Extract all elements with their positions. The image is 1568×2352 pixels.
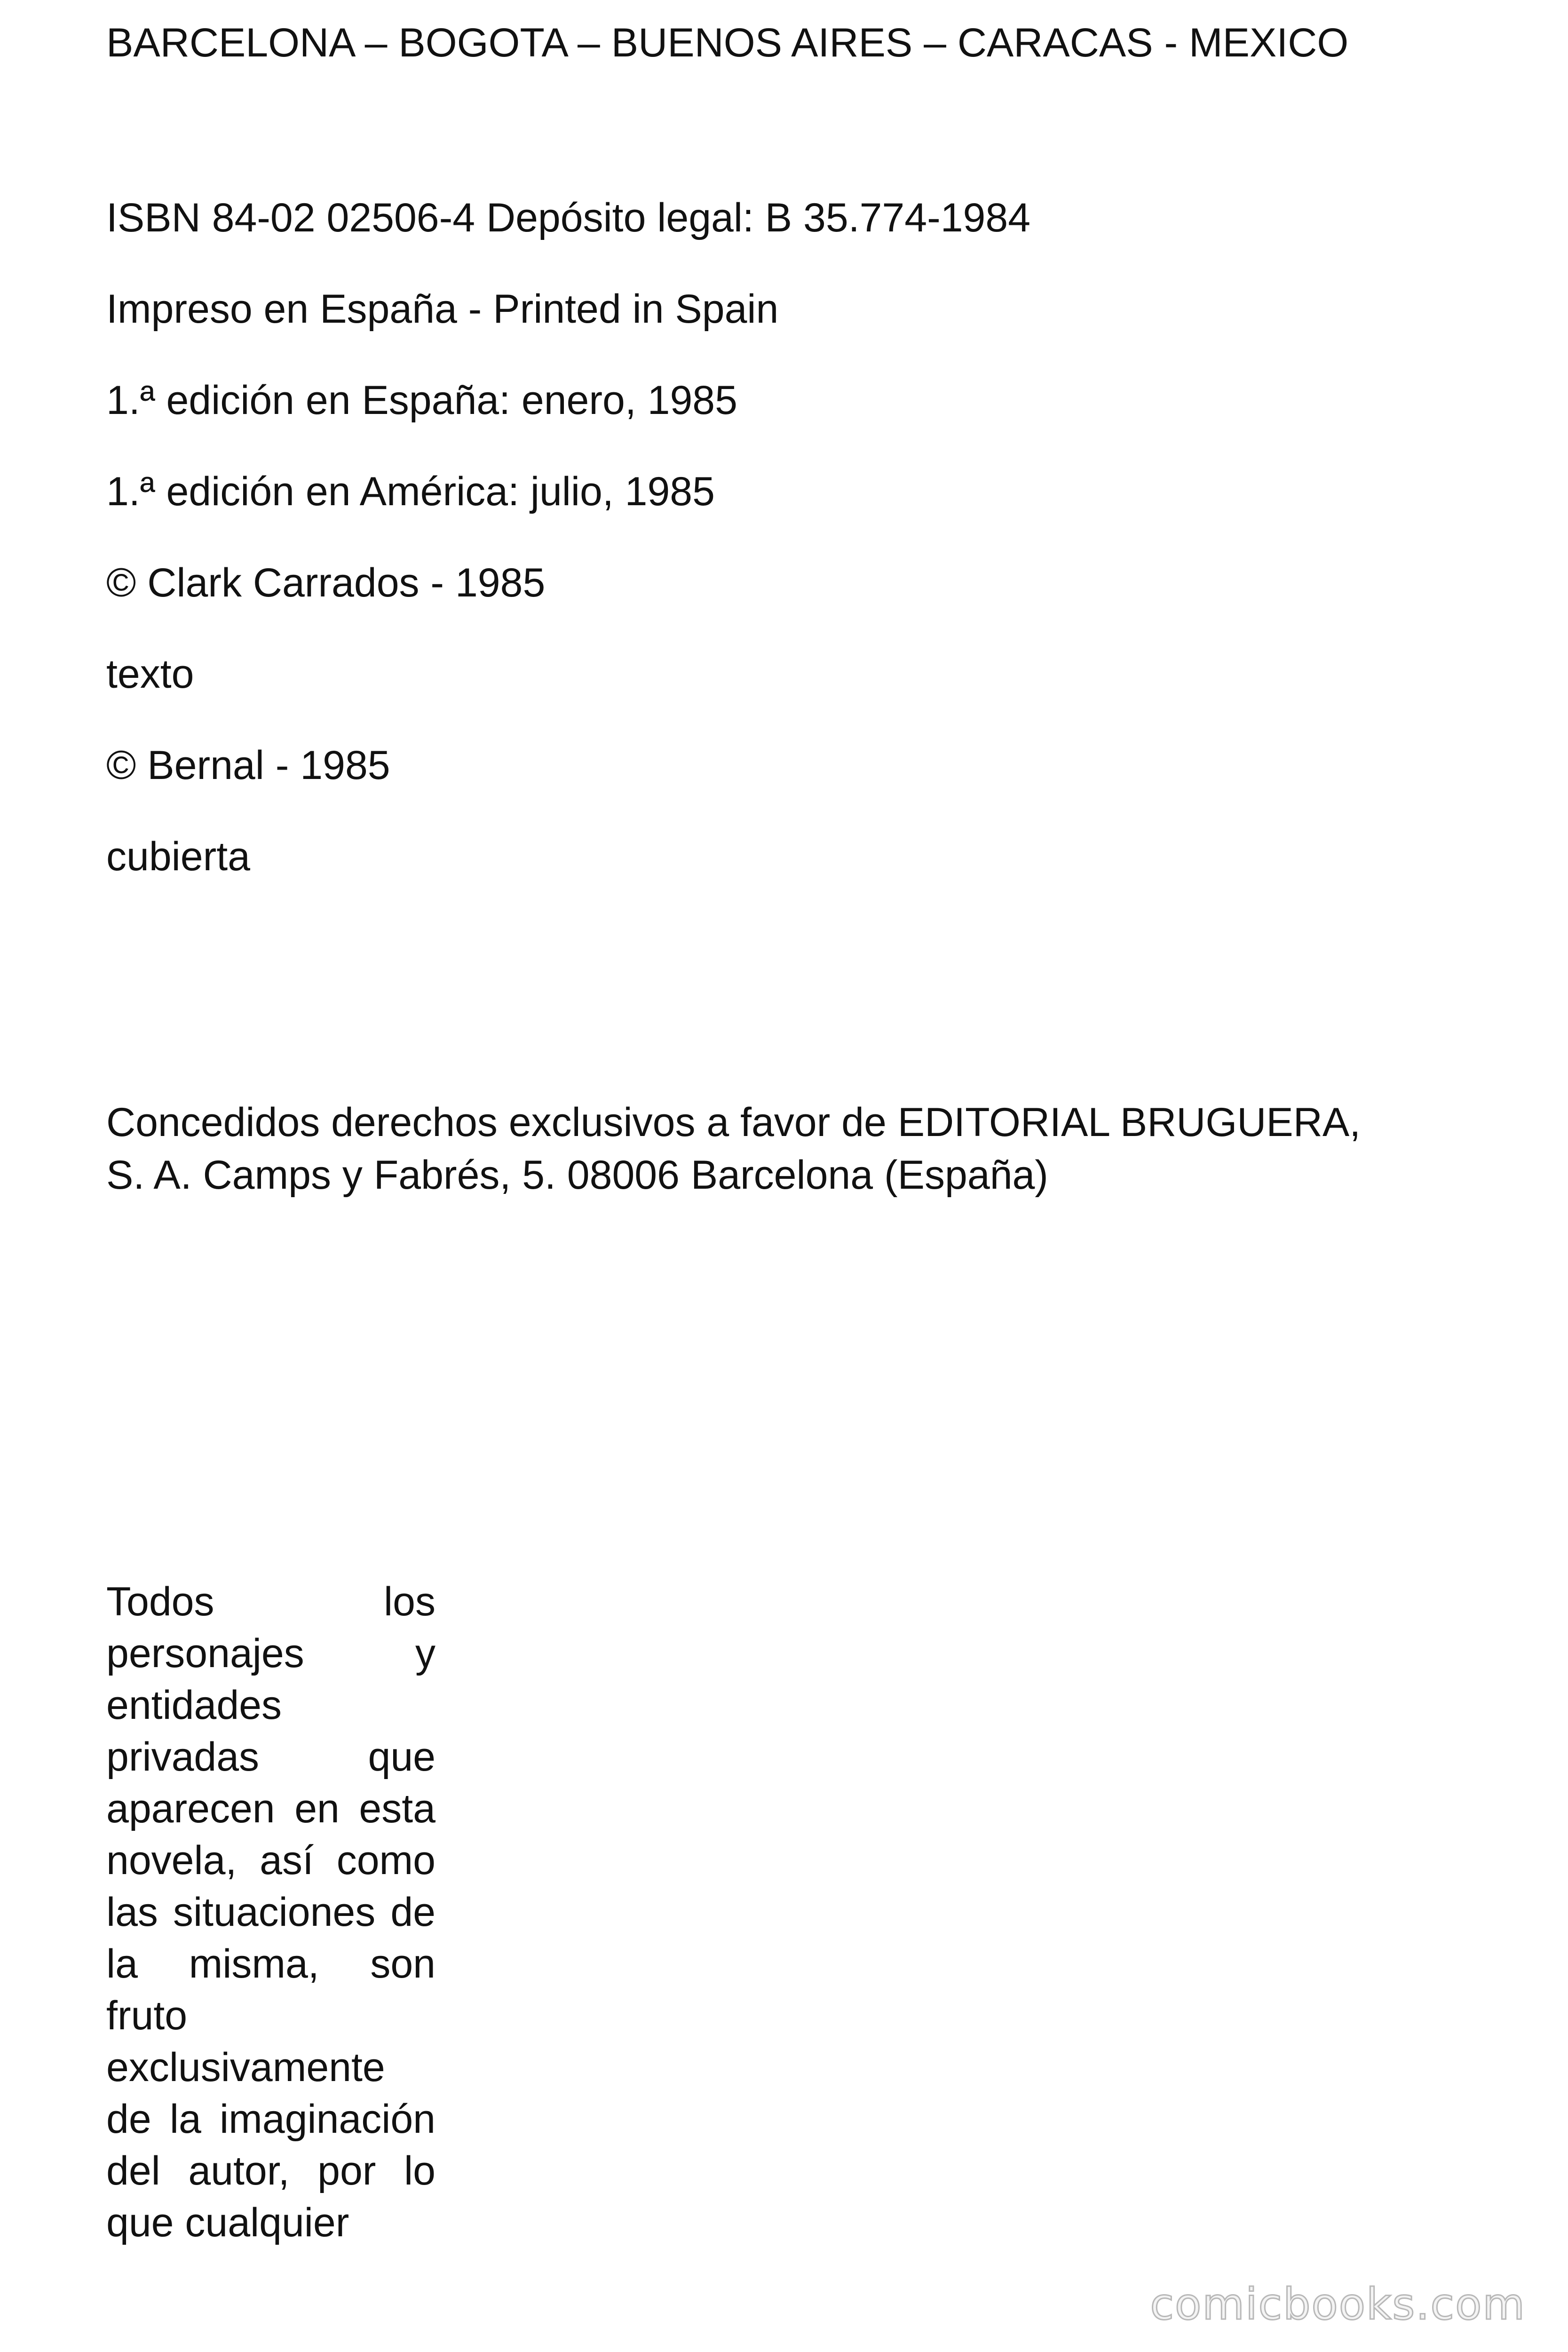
exclusive-rights-notice: [106, 1096, 1361, 1201]
printed-in-note: Impreso en España - Printed in Spain: [106, 286, 779, 332]
edition-america: 1.ª edición en América: julio, 1985: [106, 469, 715, 514]
copyright-cover: © Bernal - 1985: [106, 743, 390, 788]
copyright-text-label: texto: [106, 652, 194, 697]
rights-line-1: Concedidos derechos exclusivos a favor de EDITORIAL BRUGUERA,: [106, 1100, 1361, 1145]
edition-spain: 1.ª edición en España: enero, 1985: [106, 378, 737, 423]
watermark-logo: comicbooks.com: [1150, 2279, 1526, 2329]
isbn-legal-deposit: ISBN 84-02 02506-4 Depósito legal: B 35.774-1984: [106, 195, 1031, 240]
fiction-disclaimer: Todos los personajes y entidades privadas que aparecen en esta novela, así como las situaciones de la misma, son fruto exclusivamente de la imaginación del autor, por lo que cualquier: [106, 1579, 436, 2245]
rights-line-2: S. A. Camps y Fabrés, 5. 08006 Barcelona (España): [106, 1152, 1048, 1198]
city-list: BARCELONA – BOGOTA – BUENOS AIRES – CARACAS - MEXICO: [106, 20, 1349, 65]
copyright-text: © Clark Carrados - 1985: [106, 560, 546, 605]
copyright-cover-label: cubierta: [106, 834, 250, 879]
